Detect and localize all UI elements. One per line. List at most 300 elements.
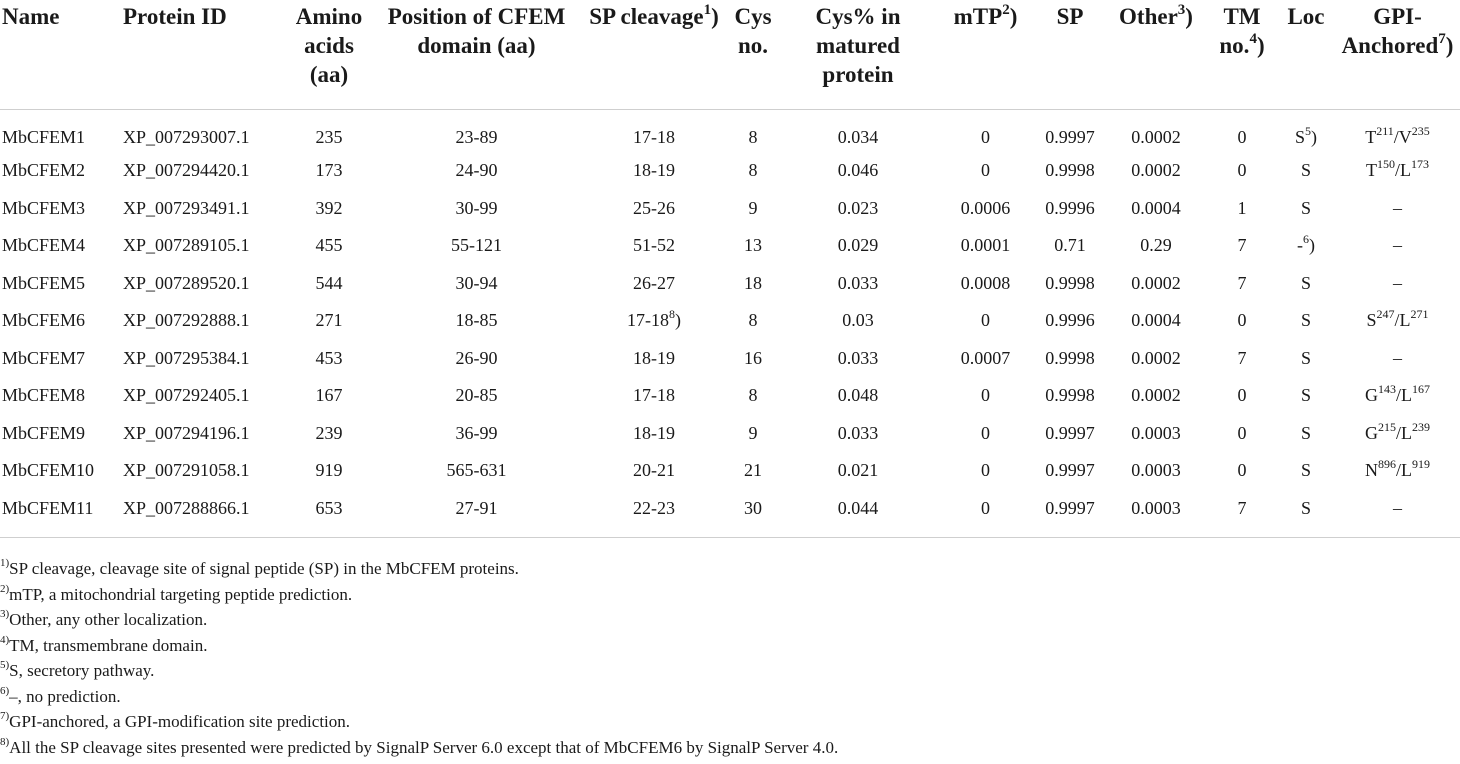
table-body <box>0 110 1460 538</box>
cell-gpi-anchored <box>1335 490 1460 538</box>
cell-name <box>0 110 121 153</box>
cfem-position-value: 23-89 <box>455 126 498 147</box>
tm-no-value: 0 <box>1237 460 1247 481</box>
column-header-sup: 4 <box>1249 31 1257 48</box>
cell-sp <box>1035 152 1105 190</box>
tm-no-value: 7 <box>1237 272 1247 293</box>
cell-gpi-anchored <box>1335 110 1460 153</box>
cell-mtp <box>936 227 1035 265</box>
table-row <box>0 490 1460 538</box>
other-value: 0.0002 <box>1131 385 1181 406</box>
cell-sp-cleavage <box>582 452 726 490</box>
cell-amino-acids <box>287 340 371 378</box>
cell-amino-acids <box>287 190 371 228</box>
cell-cys-percent <box>780 377 936 415</box>
protein-id-value: XP_007295384.1 <box>123 347 250 368</box>
footnote-text: S, secretory pathway. <box>9 661 155 680</box>
footnote-text: TM, transmembrane domain. <box>9 635 208 655</box>
cell-cys-no <box>726 190 780 228</box>
cys-no-value: 16 <box>744 347 762 368</box>
table-row <box>0 265 1460 303</box>
gpi-site-b: L <box>1399 310 1411 331</box>
gpi-separator: / <box>1395 422 1401 443</box>
cys-percent-value: 0.033 <box>837 272 879 293</box>
column-header <box>1335 0 1460 110</box>
tm-no-value: 7 <box>1237 497 1247 518</box>
cell-other <box>1105 190 1207 228</box>
footnote <box>0 709 838 735</box>
cell-gpi-anchored <box>1335 415 1460 453</box>
other-value: 0.0003 <box>1131 460 1181 481</box>
cell-loc <box>1277 452 1335 490</box>
cell-amino-acids <box>287 227 371 265</box>
amino-acids-value: 653 <box>315 497 343 518</box>
protein-id-value: XP_007289105.1 <box>123 235 250 256</box>
loc-value: S <box>1300 385 1311 406</box>
cell-loc <box>1277 340 1335 378</box>
cell-tm-no <box>1207 377 1277 415</box>
column-header-sup: 2 <box>1002 2 1010 19</box>
cell-sp <box>1035 340 1105 378</box>
column-header <box>1207 0 1277 110</box>
gpi-site-b: L <box>1401 422 1412 443</box>
gpi-site-a-sup: 247 <box>1376 307 1395 322</box>
cell-cys-percent <box>780 340 936 378</box>
protein-id-value: XP_007288866.1 <box>123 497 250 518</box>
cys-no-value: 18 <box>744 272 762 293</box>
other-value: 0.0002 <box>1131 126 1181 147</box>
cell-tm-no <box>1207 152 1277 190</box>
cell-gpi-anchored <box>1335 152 1460 190</box>
cell-sp <box>1035 377 1105 415</box>
cell-cfem-position <box>371 302 582 340</box>
name-value: MbCFEM5 <box>2 272 86 293</box>
cell-loc <box>1277 190 1335 228</box>
cell-amino-acids <box>287 490 371 538</box>
cfem-position-value: 30-99 <box>455 197 498 218</box>
column-header-label: Cys no. <box>734 4 772 58</box>
name-value: MbCFEM4 <box>2 235 86 256</box>
other-value: 0.29 <box>1140 235 1172 256</box>
cell-cfem-position <box>371 415 582 453</box>
cell-protein-id <box>121 377 287 415</box>
footnotes <box>0 556 838 760</box>
tm-no-value: 1 <box>1237 197 1247 218</box>
cell-mtp <box>936 190 1035 228</box>
table-row <box>0 452 1460 490</box>
column-header-paren: ) <box>1445 33 1454 58</box>
footnote <box>0 633 838 659</box>
cell-gpi-anchored <box>1335 190 1460 228</box>
cell-other <box>1105 110 1207 153</box>
gpi-site-a-sup: 150 <box>1376 157 1395 172</box>
cell-cfem-position <box>371 190 582 228</box>
amino-acids-value: 544 <box>315 272 343 293</box>
cell-sp <box>1035 190 1105 228</box>
cell-cys-no <box>726 302 780 340</box>
gpi-site-b-sup: 235 <box>1411 123 1430 138</box>
column-header-sup: 3 <box>1177 2 1186 19</box>
cell-name <box>0 490 121 538</box>
column-header <box>287 0 371 110</box>
cell-protein-id <box>121 152 287 190</box>
column-header <box>371 0 582 110</box>
table-row <box>0 340 1460 378</box>
gpi-site-a: N <box>1364 460 1378 481</box>
cell-sp-cleavage <box>582 415 726 453</box>
column-header-label: mTP <box>953 4 1003 29</box>
cfem-position-value: 26-90 <box>455 347 498 368</box>
cell-sp <box>1035 415 1105 453</box>
cell-tm-no <box>1207 190 1277 228</box>
name-value: MbCFEM2 <box>2 160 86 181</box>
cell-protein-id <box>121 227 287 265</box>
sp-cleavage-value: 17-18 <box>633 385 675 406</box>
other-value: 0.0002 <box>1131 347 1181 368</box>
protein-id-value: XP_007293007.1 <box>123 126 250 147</box>
loc-sup: 5 <box>1305 123 1311 138</box>
column-header-label: Other <box>1119 4 1178 29</box>
gpi-site-a: – <box>1393 272 1402 293</box>
cell-loc <box>1277 415 1335 453</box>
cell-protein-id <box>121 190 287 228</box>
cys-percent-value: 0.03 <box>842 310 874 331</box>
cell-name <box>0 302 121 340</box>
cell-cys-no <box>726 152 780 190</box>
column-header <box>582 0 726 110</box>
cell-sp <box>1035 490 1105 538</box>
cell-sp-cleavage <box>582 227 726 265</box>
mtp-value: 0.0001 <box>960 235 1011 256</box>
cell-name <box>0 152 121 190</box>
cell-amino-acids <box>287 152 371 190</box>
loc-paren: ) <box>1309 235 1315 256</box>
mtp-value: 0 <box>981 422 990 443</box>
cell-other <box>1105 377 1207 415</box>
footnote-mark: 8) <box>0 735 10 748</box>
cell-sp <box>1035 265 1105 303</box>
cell-cys-percent <box>780 227 936 265</box>
name-value: MbCFEM7 <box>2 347 86 368</box>
cell-amino-acids <box>287 452 371 490</box>
cell-amino-acids <box>287 110 371 153</box>
footnote-mark: 2) <box>0 582 10 595</box>
loc-value: - <box>1297 235 1303 256</box>
column-header <box>0 0 121 110</box>
cys-percent-value: 0.048 <box>837 385 879 406</box>
cell-amino-acids <box>287 265 371 303</box>
other-value: 0.0004 <box>1131 197 1181 218</box>
cell-protein-id <box>121 265 287 303</box>
cell-other <box>1105 490 1207 538</box>
column-header-paren: ) <box>711 4 719 29</box>
name-value: MbCFEM11 <box>2 497 94 518</box>
cell-protein-id <box>121 452 287 490</box>
column-header-label: Position of CFEM domain (aa) <box>387 4 566 58</box>
cell-sp-cleavage <box>582 265 726 303</box>
cell-name <box>0 415 121 453</box>
cell-gpi-anchored <box>1335 265 1460 303</box>
gpi-separator: / <box>1395 385 1401 406</box>
gpi-site-a: G <box>1364 422 1378 443</box>
cell-sp-cleavage <box>582 152 726 190</box>
cell-name <box>0 265 121 303</box>
tm-no-value: 7 <box>1237 347 1247 368</box>
column-header-label: Loc <box>1287 4 1325 29</box>
cell-cys-percent <box>780 110 936 153</box>
cell-mtp <box>936 415 1035 453</box>
column-header-label: Protein ID <box>123 4 227 29</box>
loc-sup: 6 <box>1303 232 1309 247</box>
column-header-label: TM no. <box>1219 4 1261 58</box>
cfem-position-value: 27-91 <box>455 497 498 518</box>
footnote-mark: 7) <box>0 710 10 723</box>
tm-no-value: 0 <box>1237 310 1247 331</box>
cfem-position-value: 30-94 <box>455 272 498 293</box>
name-value: MbCFEM6 <box>2 310 86 331</box>
mtp-value: 0 <box>981 385 990 406</box>
cell-cys-percent <box>780 490 936 538</box>
cell-amino-acids <box>287 415 371 453</box>
gpi-site-a: G <box>1364 385 1378 406</box>
gpi-site-a: – <box>1393 347 1402 368</box>
protein-id-value: XP_007292405.1 <box>123 385 250 406</box>
amino-acids-value: 919 <box>315 460 343 481</box>
protein-id-value: XP_007289520.1 <box>123 272 250 293</box>
column-header-paren: ) <box>1256 33 1265 58</box>
footnote-text: All the SP cleavage sites presented were predicted by SignalP Server 6.0 except that of MbCFEM6 by SignalP Server 4.0. <box>9 737 839 757</box>
cell-protein-id <box>121 340 287 378</box>
amino-acids-value: 453 <box>315 347 343 368</box>
cell-gpi-anchored <box>1335 377 1460 415</box>
name-value: MbCFEM8 <box>2 385 86 406</box>
cell-cys-percent <box>780 152 936 190</box>
cell-loc <box>1277 377 1335 415</box>
table-row <box>0 415 1460 453</box>
cys-no-value: 30 <box>744 497 762 518</box>
cfem-position-value: 36-99 <box>455 422 498 443</box>
table-row <box>0 190 1460 228</box>
footnote <box>0 556 838 582</box>
cell-cys-no <box>726 452 780 490</box>
cell-other <box>1105 452 1207 490</box>
cell-cfem-position <box>371 265 582 303</box>
cell-cfem-position <box>371 227 582 265</box>
cell-protein-id <box>121 490 287 538</box>
cell-mtp <box>936 265 1035 303</box>
table-row <box>0 152 1460 190</box>
sp-cleavage-value: 18-19 <box>633 347 675 368</box>
table-row <box>0 377 1460 415</box>
cys-percent-value: 0.033 <box>837 422 879 443</box>
cell-cys-no <box>726 490 780 538</box>
amino-acids-value: 271 <box>315 310 343 331</box>
cell-sp-cleavage <box>582 490 726 538</box>
gpi-site-b-sup: 919 <box>1412 457 1430 472</box>
gpi-site-b: L <box>1401 385 1412 406</box>
name-value: MbCFEM1 <box>2 126 86 147</box>
cell-mtp <box>936 152 1035 190</box>
gpi-site-b: V <box>1398 126 1412 147</box>
cell-tm-no <box>1207 452 1277 490</box>
table-row <box>0 110 1460 153</box>
sp-value: 0.9997 <box>1045 460 1095 481</box>
cys-no-value: 8 <box>748 385 758 406</box>
cys-no-value: 8 <box>748 160 758 181</box>
cys-percent-value: 0.034 <box>837 126 879 147</box>
cell-sp-cleavage <box>582 190 726 228</box>
cell-tm-no <box>1207 265 1277 303</box>
cell-name <box>0 340 121 378</box>
amino-acids-value: 235 <box>315 126 343 147</box>
sp-value: 0.9998 <box>1045 347 1095 368</box>
cell-protein-id <box>121 302 287 340</box>
gpi-site-a: – <box>1393 497 1402 518</box>
gpi-site-a: – <box>1393 235 1402 256</box>
cys-percent-value: 0.023 <box>837 197 879 218</box>
cell-loc <box>1277 110 1335 153</box>
cell-name <box>0 377 121 415</box>
cys-no-value: 8 <box>748 126 758 147</box>
sp-value: 0.71 <box>1054 235 1086 256</box>
gpi-separator: / <box>1395 460 1401 481</box>
column-header <box>726 0 780 110</box>
cys-no-value: 13 <box>744 235 762 256</box>
protein-id-value: XP_007294196.1 <box>123 422 250 443</box>
sp-value: 0.9997 <box>1045 422 1095 443</box>
cell-amino-acids <box>287 302 371 340</box>
cell-name <box>0 190 121 228</box>
cys-percent-value: 0.029 <box>837 235 879 256</box>
sp-cleavage-paren: ) <box>675 310 681 331</box>
loc-value: S <box>1300 422 1311 443</box>
column-header-label: SP cleavage <box>589 4 704 29</box>
footnote <box>0 684 838 710</box>
cell-cfem-position <box>371 490 582 538</box>
footnote <box>0 658 838 684</box>
mtp-value: 0 <box>981 497 990 518</box>
footnote-mark: 3) <box>0 608 10 621</box>
mtp-value: 0 <box>981 310 990 331</box>
cell-cfem-position <box>371 340 582 378</box>
cfem-position-value: 24-90 <box>455 160 498 181</box>
cell-cfem-position <box>371 377 582 415</box>
column-header-label: Name <box>2 4 60 29</box>
gpi-separator: / <box>1394 160 1400 181</box>
sp-cleavage-value: 20-21 <box>633 460 675 481</box>
cell-cfem-position <box>371 452 582 490</box>
mtp-value: 0 <box>981 460 990 481</box>
cell-loc <box>1277 302 1335 340</box>
other-value: 0.0002 <box>1131 160 1181 181</box>
cell-gpi-anchored <box>1335 302 1460 340</box>
table-header <box>0 0 1460 110</box>
cell-sp <box>1035 302 1105 340</box>
gpi-site-b-sup: 239 <box>1412 419 1430 434</box>
loc-value: S <box>1300 347 1311 368</box>
column-header <box>780 0 936 110</box>
gpi-site-a-sup: 896 <box>1377 457 1396 472</box>
footnote-mark: 1) <box>0 557 10 570</box>
other-value: 0.0003 <box>1131 422 1181 443</box>
column-header <box>1035 0 1105 110</box>
name-value: MbCFEM10 <box>2 460 95 481</box>
mtp-value: 0 <box>981 126 990 147</box>
footnote <box>0 582 838 608</box>
column-header <box>121 0 287 110</box>
loc-value: S <box>1300 160 1311 181</box>
cfem-position-value: 20-85 <box>455 385 498 406</box>
gpi-separator: / <box>1393 126 1399 147</box>
gpi-site-a: T <box>1365 160 1377 181</box>
column-header-label: GPI-Anchored <box>1341 4 1439 58</box>
cell-mtp <box>936 340 1035 378</box>
cell-other <box>1105 152 1207 190</box>
header-row <box>0 0 1460 110</box>
cell-cys-percent <box>780 265 936 303</box>
cell-sp-cleavage <box>582 110 726 153</box>
loc-value: S <box>1300 497 1311 518</box>
cell-cys-no <box>726 415 780 453</box>
sp-cleavage-value: 17-18 <box>627 310 669 331</box>
cell-sp-cleavage <box>582 377 726 415</box>
cys-no-value: 8 <box>748 310 758 331</box>
cell-gpi-anchored <box>1335 227 1460 265</box>
footnote-text: mTP, a mitochondrial targeting peptide prediction. <box>9 584 353 604</box>
gpi-site-b-sup: 271 <box>1410 307 1429 322</box>
cys-percent-value: 0.046 <box>837 160 879 181</box>
cell-cys-no <box>726 340 780 378</box>
cell-loc <box>1277 265 1335 303</box>
cell-mtp <box>936 302 1035 340</box>
other-value: 0.0003 <box>1131 497 1181 518</box>
cell-mtp <box>936 490 1035 538</box>
cell-tm-no <box>1207 227 1277 265</box>
loc-paren: ) <box>1311 126 1317 147</box>
cell-gpi-anchored <box>1335 340 1460 378</box>
cell-tm-no <box>1207 110 1277 153</box>
footnote <box>0 607 838 633</box>
tm-no-value: 7 <box>1237 235 1247 256</box>
cell-protein-id <box>121 110 287 153</box>
cell-tm-no <box>1207 340 1277 378</box>
tm-no-value: 0 <box>1237 160 1247 181</box>
cys-percent-value: 0.044 <box>837 497 879 518</box>
tm-no-value: 0 <box>1237 126 1247 147</box>
cell-name <box>0 452 121 490</box>
sp-cleavage-value: 18-19 <box>633 160 675 181</box>
protein-id-value: XP_007292888.1 <box>123 310 250 331</box>
cell-loc <box>1277 152 1335 190</box>
gpi-site-b: L <box>1400 160 1411 181</box>
loc-value: S <box>1300 197 1311 218</box>
protein-id-value: XP_007291058.1 <box>123 460 250 481</box>
cell-cys-no <box>726 265 780 303</box>
mtp-value: 0 <box>981 160 990 181</box>
column-header-paren: ) <box>1185 4 1193 29</box>
cys-no-value: 9 <box>748 422 758 443</box>
cell-other <box>1105 227 1207 265</box>
sp-value: 0.9998 <box>1045 272 1095 293</box>
name-value: MbCFEM3 <box>2 197 86 218</box>
amino-acids-value: 455 <box>315 235 343 256</box>
sp-cleavage-value: 17-18 <box>633 126 675 147</box>
cell-cys-percent <box>780 415 936 453</box>
sp-value: 0.9997 <box>1045 126 1095 147</box>
footnote-mark: 5) <box>0 659 10 672</box>
other-value: 0.0002 <box>1131 272 1181 293</box>
gpi-site-a: – <box>1393 197 1402 218</box>
